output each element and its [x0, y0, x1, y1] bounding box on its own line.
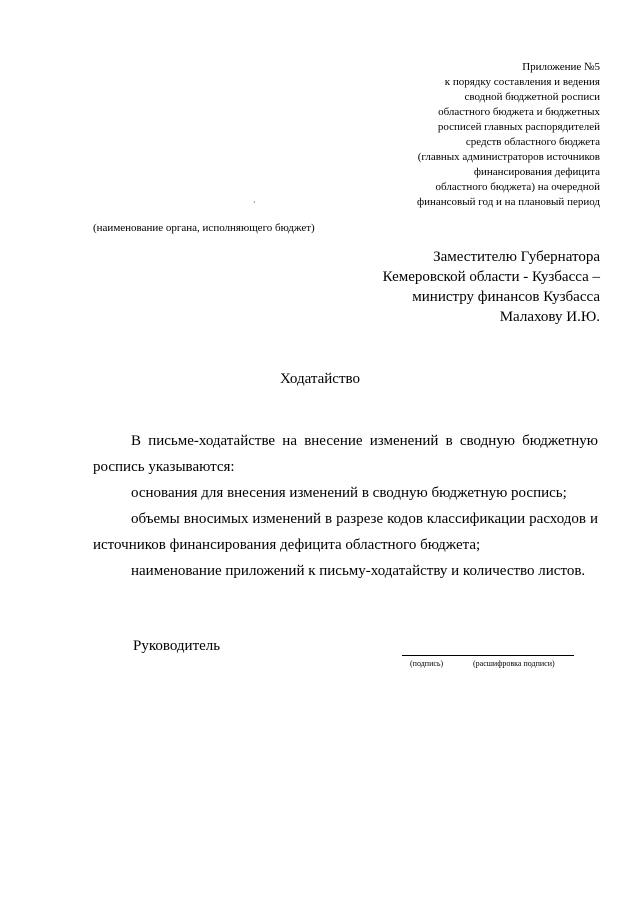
appendix-line: Приложение №5 — [522, 61, 600, 73]
body-paragraph: основания для внесения изменений в сводную бюджетную роспись; — [131, 485, 567, 501]
addressee-line: министру финансов Кузбасса — [412, 289, 600, 305]
scan-dot: · — [253, 198, 256, 207]
signature-line — [402, 655, 574, 656]
addressee-line: Кемеровской области - Кузбасса – — [382, 269, 600, 285]
document-title: Ходатайство — [280, 371, 360, 387]
appendix-header — [360, 60, 600, 210]
body-paragraph: наименование приложений к письму-ходатайству и количество листов. — [131, 563, 586, 579]
org-name-caption: (наименование органа, исполняющего бюджет) — [93, 222, 315, 234]
body-paragraph: В письме-ходатайстве на внесение изменений в сводную бюджетную роспись указываются: — [93, 433, 598, 475]
appendix-line: росписей главных распорядителей — [437, 121, 600, 133]
appendix-line: финансирования дефицита — [473, 166, 600, 178]
appendix-line: областного бюджета и бюджетных — [438, 106, 600, 118]
appendix-line: средств областного бюджета — [465, 136, 600, 148]
body-paragraph: объемы вносимых изменений в разрезе кодов классификации расходов и источников финансирования дефицита областного бюджета; — [93, 511, 598, 553]
signer-role: Руководитель — [133, 638, 221, 654]
appendix-line: (главных администраторов источников — [417, 151, 600, 163]
appendix-line: к порядку составления и ведения — [444, 76, 600, 88]
document-body — [93, 428, 598, 584]
signature-caption: (подпись) — [410, 659, 444, 668]
appendix-line: финансовый год и на плановый период — [417, 196, 600, 208]
appendix-line: сводной бюджетной росписи — [464, 91, 600, 103]
addressee-line: Малахову И.Ю. — [499, 309, 600, 325]
addressee-block — [320, 247, 600, 327]
signature-decoding-caption: (расшифровка подписи) — [473, 659, 555, 668]
addressee-line: Заместителю Губернатора — [433, 249, 600, 265]
appendix-line: областного бюджета) на очередной — [435, 181, 600, 193]
